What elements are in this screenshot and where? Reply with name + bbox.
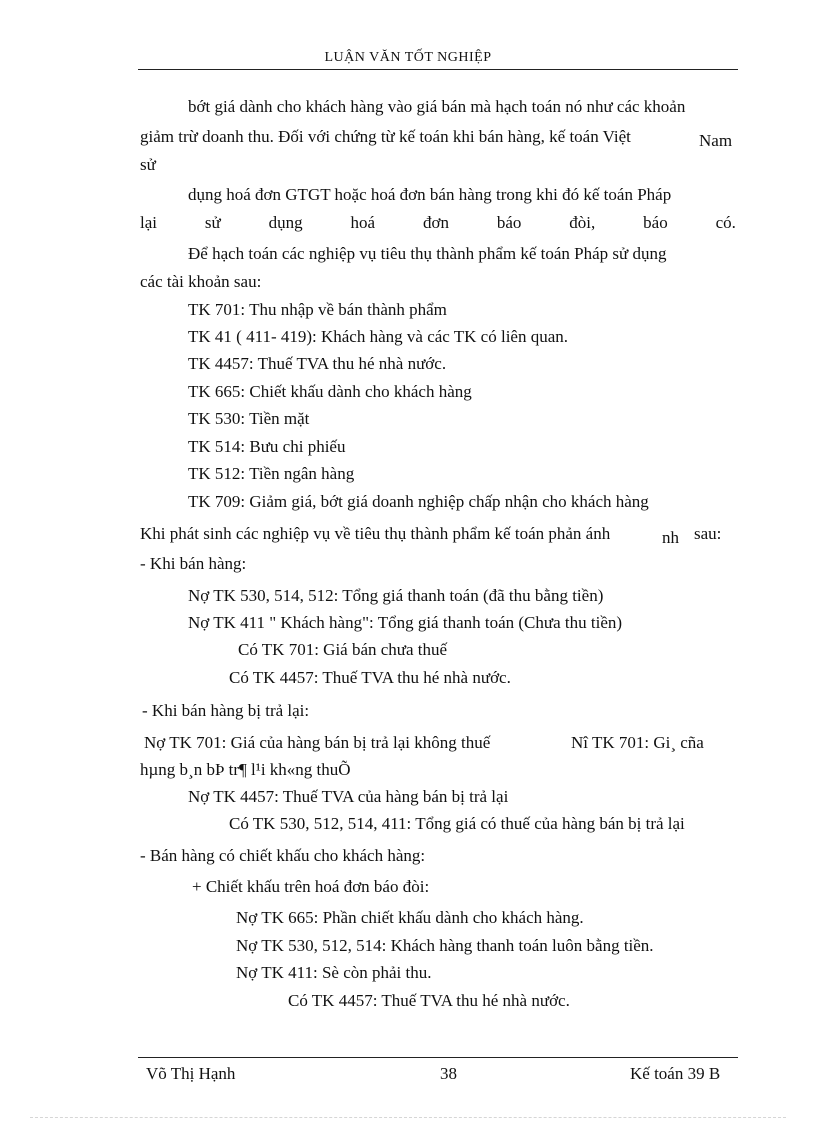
section-heading: - Bán hàng có chiết khấu cho khách hàng: <box>140 846 426 865</box>
paragraph-line: giảm trừ doanh thu. Đối với chứng từ kế toán khi bán hàng, kế toán Việt <box>140 127 631 146</box>
section-heading: - Khi bán hàng bị trả lại: <box>142 701 310 720</box>
account-item: TK 514: Bưu chi phiếu <box>188 437 346 456</box>
word: sử <box>204 213 221 232</box>
account-item: TK 709: Giảm giá, bớt giá doanh nghiệp chấp nhận cho khách hàng <box>188 492 649 511</box>
entry-line: Nợ TK 530, 514, 512: Tổng giá thanh toán (đã thu bằng tiền) <box>188 586 604 605</box>
account-item: TK 665: Chiết khấu dành cho khách hàng <box>188 382 472 401</box>
header-title: LUẬN VĂN TỐT NGHIỆP <box>324 50 492 65</box>
footer-author: Võ Thị Hạnh <box>146 1064 236 1083</box>
entry-line: Có TK 530, 512, 514, 411: Tổng giá có thuế của hàng bán bị trả lại <box>229 814 685 833</box>
account-item: TK 4457: Thuế TVA thu hé nhà nước. <box>188 354 447 373</box>
word: đơn <box>422 213 449 232</box>
word: báo <box>643 213 668 232</box>
sub-heading: + Chiết khấu trên hoá đơn báo đòi: <box>192 877 430 896</box>
entry-line: Có TK 4457: Thuế TVA thu hé nhà nước. <box>288 991 570 1010</box>
entry-line: Có TK 4457: Thuế TVA thu hé nhà nước. <box>229 668 511 687</box>
paragraph-line: dụng hoá đơn GTGT hoặc hoá đơn bán hàng trong khi đó kế toán Pháp <box>188 185 672 204</box>
garbled-text: Nî TK 701: Gi¸ cña <box>571 733 704 752</box>
word: báo <box>496 213 522 232</box>
paragraph-line: Nam <box>699 131 733 150</box>
account-item: TK 530: Tiền mặt <box>188 409 310 428</box>
footer-divider <box>138 1057 738 1058</box>
word: có. <box>715 213 736 232</box>
entry-line: Nợ TK 411: Sè còn phải thu. <box>236 963 432 982</box>
account-item: TK 701: Thu nhập về bán thành phẩm <box>188 300 447 319</box>
word: dụng <box>268 213 303 232</box>
paragraph-line: sử <box>140 155 156 174</box>
entry-line: Nợ TK 701: Giá của hàng bán bị trả lại không thuế <box>144 733 491 752</box>
paragraph-line: nh <box>662 528 679 547</box>
header-divider <box>138 69 738 70</box>
justified-line <box>140 213 736 233</box>
entry-line: Nợ TK 411 " Khách hàng": Tổng giá thanh toán (Chưa thu tiền) <box>188 613 623 632</box>
account-item: TK 41 ( 411- 419): Khách hàng và các TK có liên quan. <box>188 327 569 346</box>
section-heading: - Khi bán hàng: <box>140 554 247 573</box>
entry-line: Nợ TK 530, 512, 514: Khách hàng thanh toán luôn bằng tiền. <box>236 936 654 955</box>
paragraph-line: bớt giá dành cho khách hàng vào giá bán mà hạch toán nó như các khoản <box>188 97 686 116</box>
paragraph-line: Để hạch toán các nghiệp vụ tiêu thụ thành phẩm kế toán Pháp sử dụng <box>188 244 667 263</box>
garbled-text: hµng b¸n bÞ tr¶ l¹i kh«ng thuÕ <box>140 760 351 779</box>
entry-line: Nợ TK 665: Phần chiết khấu dành cho khách hàng. <box>236 908 584 927</box>
paragraph-line: các tài khoản sau: <box>140 272 262 291</box>
word: lại <box>140 213 157 232</box>
paragraph-line: sau: <box>694 524 722 543</box>
entry-line: Có TK 701: Giá bán chưa thuế <box>238 640 448 659</box>
page-edge <box>30 1117 786 1118</box>
word: đòi, <box>569 213 596 232</box>
paragraph-line: Khi phát sinh các nghiệp vụ về tiêu thụ thành phẩm kế toán phản ánh <box>140 524 611 543</box>
footer-class: Kế toán 39 B <box>630 1064 721 1083</box>
word: hoá <box>350 213 376 232</box>
footer-page-number: 38 <box>440 1064 457 1083</box>
entry-line: Nợ TK 4457: Thuế TVA của hàng bán bị trả lại <box>188 787 509 806</box>
account-item: TK 512: Tiền ngân hàng <box>188 464 355 483</box>
